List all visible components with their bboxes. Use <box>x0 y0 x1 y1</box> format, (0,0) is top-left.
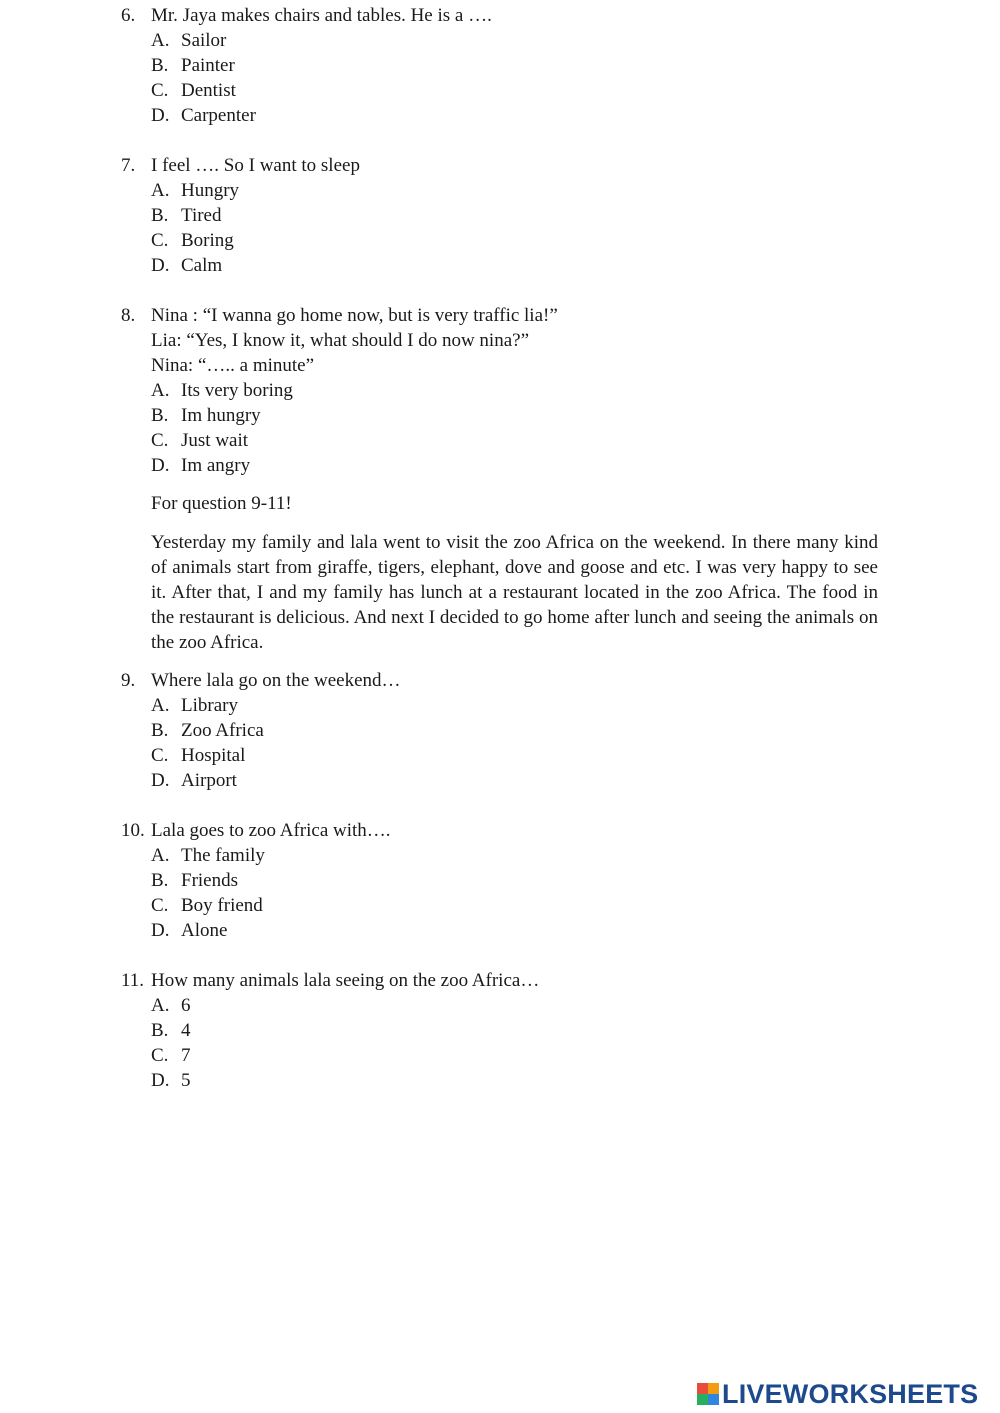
option-letter: A. <box>151 380 170 401</box>
logo-block-icon <box>697 1394 708 1405</box>
reading-passage: Yesterday my family and lala went to visit the zoo Africa on the weekend. In there many kind of animals start from giraffe, tigers, elephant, dove and goose and etc. I was very happy to see it. After that, I and my family has lunch at a restaurant located in the zoo Africa. The food in the restaurant is delicious. And next I decided to go home after lunch and seeing the animals on the zoo Africa. <box>151 532 878 653</box>
option-letter: C. <box>151 230 169 251</box>
option-letter: D. <box>151 255 170 276</box>
question-stem: Nina : “I wanna go home now, but is very traffic lia!” <box>151 305 558 326</box>
question-number: 11. <box>121 970 145 991</box>
option-letter: C. <box>151 745 169 766</box>
option-letter: B. <box>151 1020 169 1041</box>
question-number: 10. <box>121 820 145 841</box>
question-stem: Lala goes to zoo Africa with…. <box>151 820 391 841</box>
question-number: 9. <box>121 670 136 691</box>
option-text: 7 <box>181 1045 191 1066</box>
option-text: Boy friend <box>181 895 263 916</box>
option-letter: B. <box>151 205 169 226</box>
option-letter: A. <box>151 695 170 716</box>
option-text: Friends <box>181 870 238 891</box>
option-letter: C. <box>151 895 169 916</box>
option-letter: C. <box>151 430 169 451</box>
option-text: Just wait <box>181 430 249 451</box>
option-letter: C. <box>151 1045 169 1066</box>
question-stem: Where lala go on the weekend… <box>151 670 401 691</box>
option-text: Airport <box>181 770 237 791</box>
option-letter: B. <box>151 405 169 426</box>
option-letter: B. <box>151 870 169 891</box>
option-text: 6 <box>181 995 191 1016</box>
question-number: 7. <box>121 155 136 176</box>
option-letter: D. <box>151 105 170 126</box>
option-text: The family <box>181 845 265 866</box>
option-text: 5 <box>181 1070 191 1091</box>
question-stem: I feel …. So I want to sleep <box>151 155 360 176</box>
option-text: Library <box>181 695 238 716</box>
option-text: Its very boring <box>181 380 293 401</box>
question-stem: Lia: “Yes, I know it, what should I do now nina?” <box>151 330 530 351</box>
question-number: 8. <box>121 305 136 326</box>
option-text: Alone <box>181 920 228 941</box>
reading-heading: For question 9-11! <box>151 493 292 514</box>
option-letter: C. <box>151 80 169 101</box>
option-letter: B. <box>151 55 169 76</box>
option-text: Tired <box>181 205 222 226</box>
option-letter: D. <box>151 1070 170 1091</box>
option-text: Sailor <box>181 30 227 51</box>
option-letter: B. <box>151 720 169 741</box>
option-text: Im hungry <box>181 405 261 426</box>
option-text: Im angry <box>181 455 251 476</box>
logo-block-icon <box>708 1383 719 1394</box>
option-text: 4 <box>181 1020 191 1041</box>
option-letter: D. <box>151 770 170 791</box>
option-text: Zoo Africa <box>181 720 264 741</box>
logo-blocks-icon <box>697 1383 719 1405</box>
logo-block-icon <box>697 1383 708 1394</box>
logo-text: LIVEWORKSHEETS <box>722 1378 979 1409</box>
option-letter: A. <box>151 995 170 1016</box>
option-letter: D. <box>151 455 170 476</box>
question-stem: Nina: “….. a minute” <box>151 355 315 376</box>
option-text: Painter <box>181 55 235 76</box>
option-text: Dentist <box>181 80 236 101</box>
option-letter: A. <box>151 30 170 51</box>
logo-block-icon <box>708 1394 719 1405</box>
option-text: Boring <box>181 230 234 251</box>
option-letter: A. <box>151 180 170 201</box>
option-text: Calm <box>181 255 223 276</box>
question-number: 6. <box>121 5 136 26</box>
option-letter: A. <box>151 845 170 866</box>
option-text: Hungry <box>181 180 240 201</box>
question-stem: Mr. Jaya makes chairs and tables. He is a …. <box>151 5 492 26</box>
question-stem: How many animals lala seeing on the zoo Africa… <box>151 970 540 991</box>
liveworksheets-logo[interactable] <box>697 1380 978 1408</box>
option-letter: D. <box>151 920 170 941</box>
option-text: Carpenter <box>181 105 256 126</box>
option-text: Hospital <box>181 745 246 766</box>
